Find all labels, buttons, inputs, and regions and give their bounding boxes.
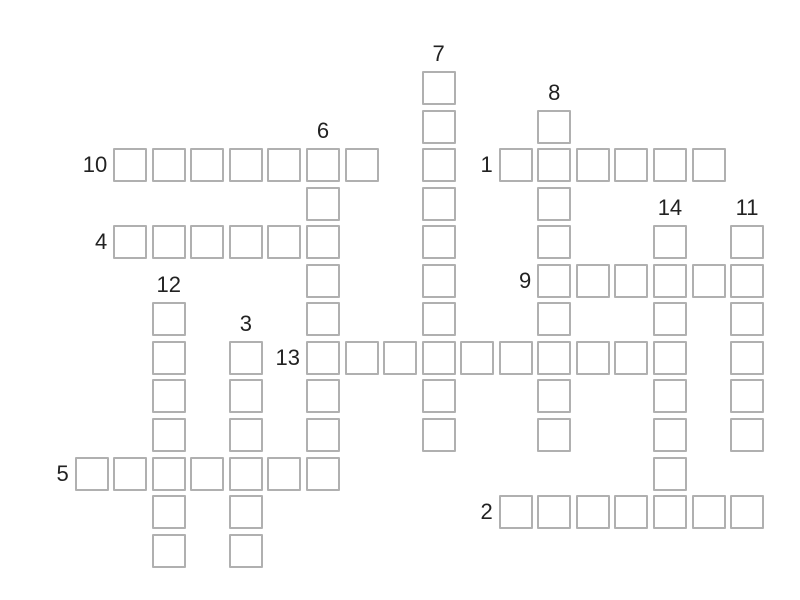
crossword-cell[interactable] (422, 71, 456, 105)
crossword-cell[interactable] (306, 148, 340, 182)
crossword-cell[interactable] (653, 495, 687, 529)
crossword-cell[interactable] (730, 225, 764, 259)
crossword-cell[interactable] (190, 457, 224, 491)
crossword-cell[interactable] (614, 495, 648, 529)
crossword-cell[interactable] (730, 341, 764, 375)
crossword-cell[interactable] (422, 379, 456, 413)
crossword-cell[interactable] (152, 534, 186, 568)
crossword-cell[interactable] (576, 264, 610, 298)
crossword-cell[interactable] (730, 302, 764, 336)
crossword-cell[interactable] (190, 225, 224, 259)
clue-number-8-down: 8 (548, 79, 561, 105)
crossword-cell[interactable] (113, 225, 147, 259)
crossword-cell[interactable] (576, 341, 610, 375)
crossword-cell[interactable] (229, 418, 263, 452)
crossword-cell[interactable] (75, 457, 109, 491)
clue-number-9-across: 9 (519, 267, 532, 293)
crossword-cell[interactable] (537, 187, 571, 221)
clue-number-3-down: 3 (239, 310, 253, 336)
crossword-cell[interactable] (152, 495, 186, 529)
crossword-cell[interactable] (229, 148, 263, 182)
crossword-cell[interactable] (113, 148, 147, 182)
crossword-cell[interactable] (653, 379, 687, 413)
crossword-cell[interactable] (345, 148, 379, 182)
crossword-cell[interactable] (537, 418, 571, 452)
crossword-cell[interactable] (422, 187, 456, 221)
clue-number-7-down: 7 (432, 41, 445, 66)
crossword-cell[interactable] (229, 341, 263, 375)
crossword-cell[interactable] (422, 110, 456, 144)
crossword-cell[interactable] (229, 495, 263, 529)
crossword-cell[interactable] (422, 264, 456, 298)
crossword-cell[interactable] (422, 148, 456, 182)
crossword-cell[interactable] (653, 418, 687, 452)
crossword-cell[interactable] (537, 264, 571, 298)
clue-number-5-across: 5 (56, 460, 69, 486)
clue-number-12-down: 12 (156, 272, 182, 298)
crossword-cell[interactable] (730, 264, 764, 298)
crossword-cell[interactable] (306, 457, 340, 491)
crossword-cell[interactable] (692, 148, 726, 182)
crossword-cell[interactable] (576, 495, 610, 529)
crossword-cell[interactable] (692, 495, 726, 529)
crossword-cell[interactable] (614, 148, 648, 182)
crossword-cell[interactable] (653, 457, 687, 491)
crossword-cell[interactable] (499, 495, 533, 529)
crossword-cell[interactable] (152, 341, 186, 375)
crossword-cell[interactable] (537, 110, 571, 144)
crossword-cell[interactable] (267, 225, 301, 259)
crossword-cell[interactable] (306, 225, 340, 259)
clue-number-10-across: 10 (82, 152, 108, 178)
crossword-cell[interactable] (422, 302, 456, 336)
crossword-cell[interactable] (537, 302, 571, 336)
crossword-cell[interactable] (537, 148, 571, 182)
crossword-cell[interactable] (345, 341, 379, 375)
crossword-cell[interactable] (614, 341, 648, 375)
crossword-cell[interactable] (537, 495, 571, 529)
crossword-cell[interactable] (267, 148, 301, 182)
crossword-cell[interactable] (537, 379, 571, 413)
crossword-cell[interactable] (229, 534, 263, 568)
crossword-cell[interactable] (653, 148, 687, 182)
crossword-cell[interactable] (730, 379, 764, 413)
crossword-cell[interactable] (537, 225, 571, 259)
crossword-cell[interactable] (499, 341, 533, 375)
crossword-cell[interactable] (152, 418, 186, 452)
crossword-cell[interactable] (306, 264, 340, 298)
crossword-cell[interactable] (422, 418, 456, 452)
crossword-cell[interactable] (692, 264, 726, 298)
crossword-cell[interactable] (614, 264, 648, 298)
crossword-cell[interactable] (190, 148, 224, 182)
crossword-cell[interactable] (383, 341, 417, 375)
clue-number-13-across: 13 (275, 344, 300, 370)
crossword-cell[interactable] (113, 457, 147, 491)
clue-number-4-across: 4 (95, 229, 108, 255)
crossword-cell[interactable] (229, 457, 263, 491)
crossword-cell[interactable] (422, 341, 456, 375)
crossword-cell[interactable] (152, 225, 186, 259)
crossword-cell[interactable] (422, 225, 456, 259)
crossword-cell[interactable] (152, 457, 186, 491)
crossword-cell[interactable] (229, 225, 263, 259)
clue-number-11-down: 11 (735, 195, 759, 221)
crossword-cell[interactable] (306, 187, 340, 221)
crossword-cell[interactable] (653, 341, 687, 375)
crossword-cell[interactable] (730, 495, 764, 529)
crossword-cell[interactable] (730, 418, 764, 452)
crossword-cell[interactable] (653, 264, 687, 298)
crossword-cell[interactable] (306, 418, 340, 452)
clue-number-1-across: 1 (480, 152, 493, 178)
clue-number-14-down: 14 (657, 195, 683, 221)
crossword-cell[interactable] (267, 457, 301, 491)
crossword-cell[interactable] (576, 148, 610, 182)
crossword-cell[interactable] (306, 302, 340, 336)
clue-number-2-across: 2 (480, 499, 493, 525)
crossword-cell[interactable] (152, 148, 186, 182)
crossword-cell[interactable] (229, 379, 263, 413)
crossword-cell[interactable] (653, 302, 687, 336)
crossword-cell[interactable] (537, 341, 571, 375)
crossword-cell[interactable] (653, 225, 687, 259)
crossword-cell[interactable] (306, 341, 340, 375)
crossword-cell[interactable] (460, 341, 494, 375)
crossword-cell[interactable] (306, 379, 340, 413)
crossword-cell[interactable] (152, 379, 186, 413)
crossword-cell[interactable] (499, 148, 533, 182)
crossword-cell[interactable] (152, 302, 186, 336)
clue-number-6-down: 6 (316, 118, 330, 144)
